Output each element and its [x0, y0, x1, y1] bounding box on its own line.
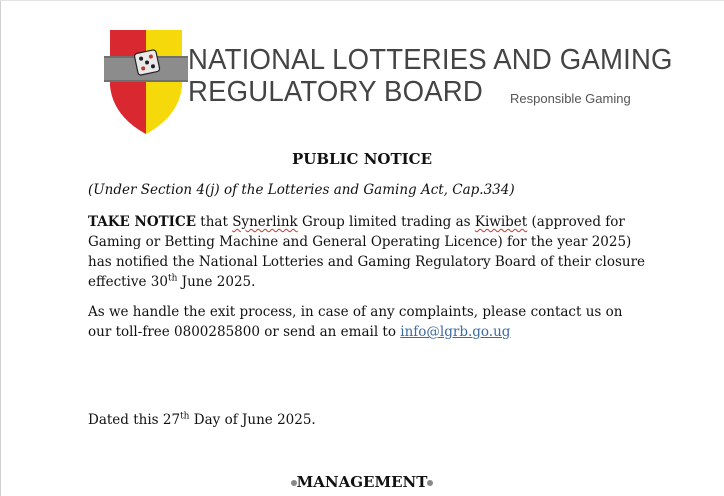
text-box-handle-right[interactable]	[427, 480, 433, 486]
dated-line: Dated this 27th Day of June 2025.	[88, 411, 316, 428]
notice-paragraph-2: As we handle the exit process, in case of any complaints, please contact us on our toll-free 0800285800 or send an email to info@lgrb.go.ug	[88, 304, 623, 340]
lgrb-shield-logo	[104, 26, 188, 136]
org-name-line1: NATIONAL LOTTERIES AND GAMING	[188, 44, 673, 76]
page-border-top	[0, 0, 724, 1]
org-name-line2: REGULATORY BOARD	[188, 76, 483, 108]
dice-icon	[134, 49, 160, 75]
company-name: Synerlink	[232, 214, 298, 230]
signoff	[0, 473, 724, 491]
email-link[interactable]: info@lgrb.go.ug	[400, 324, 511, 340]
page-border	[0, 0, 1, 496]
signoff-text: MANAGEMENT	[296, 473, 428, 491]
brand-name: Kiwibet	[474, 214, 528, 230]
tagline: Responsible Gaming	[510, 91, 631, 106]
notice-paragraph-1: TAKE NOTICE that Synerlink Group limited trading as Kiwibet (approved for Gaming or Betting Machine and General Operating Licence) for the year 2025) has notified the National Lotteries and Gaming Regulatory Board of their closure effective 30th June 2025.	[88, 214, 646, 290]
take-notice-label: TAKE NOTICE	[88, 214, 196, 230]
notice-subtitle: (Under Section 4(j) of the Lotteries and Gaming Act, Cap.334)	[88, 182, 515, 198]
notice-title: PUBLIC NOTICE	[291, 150, 433, 168]
